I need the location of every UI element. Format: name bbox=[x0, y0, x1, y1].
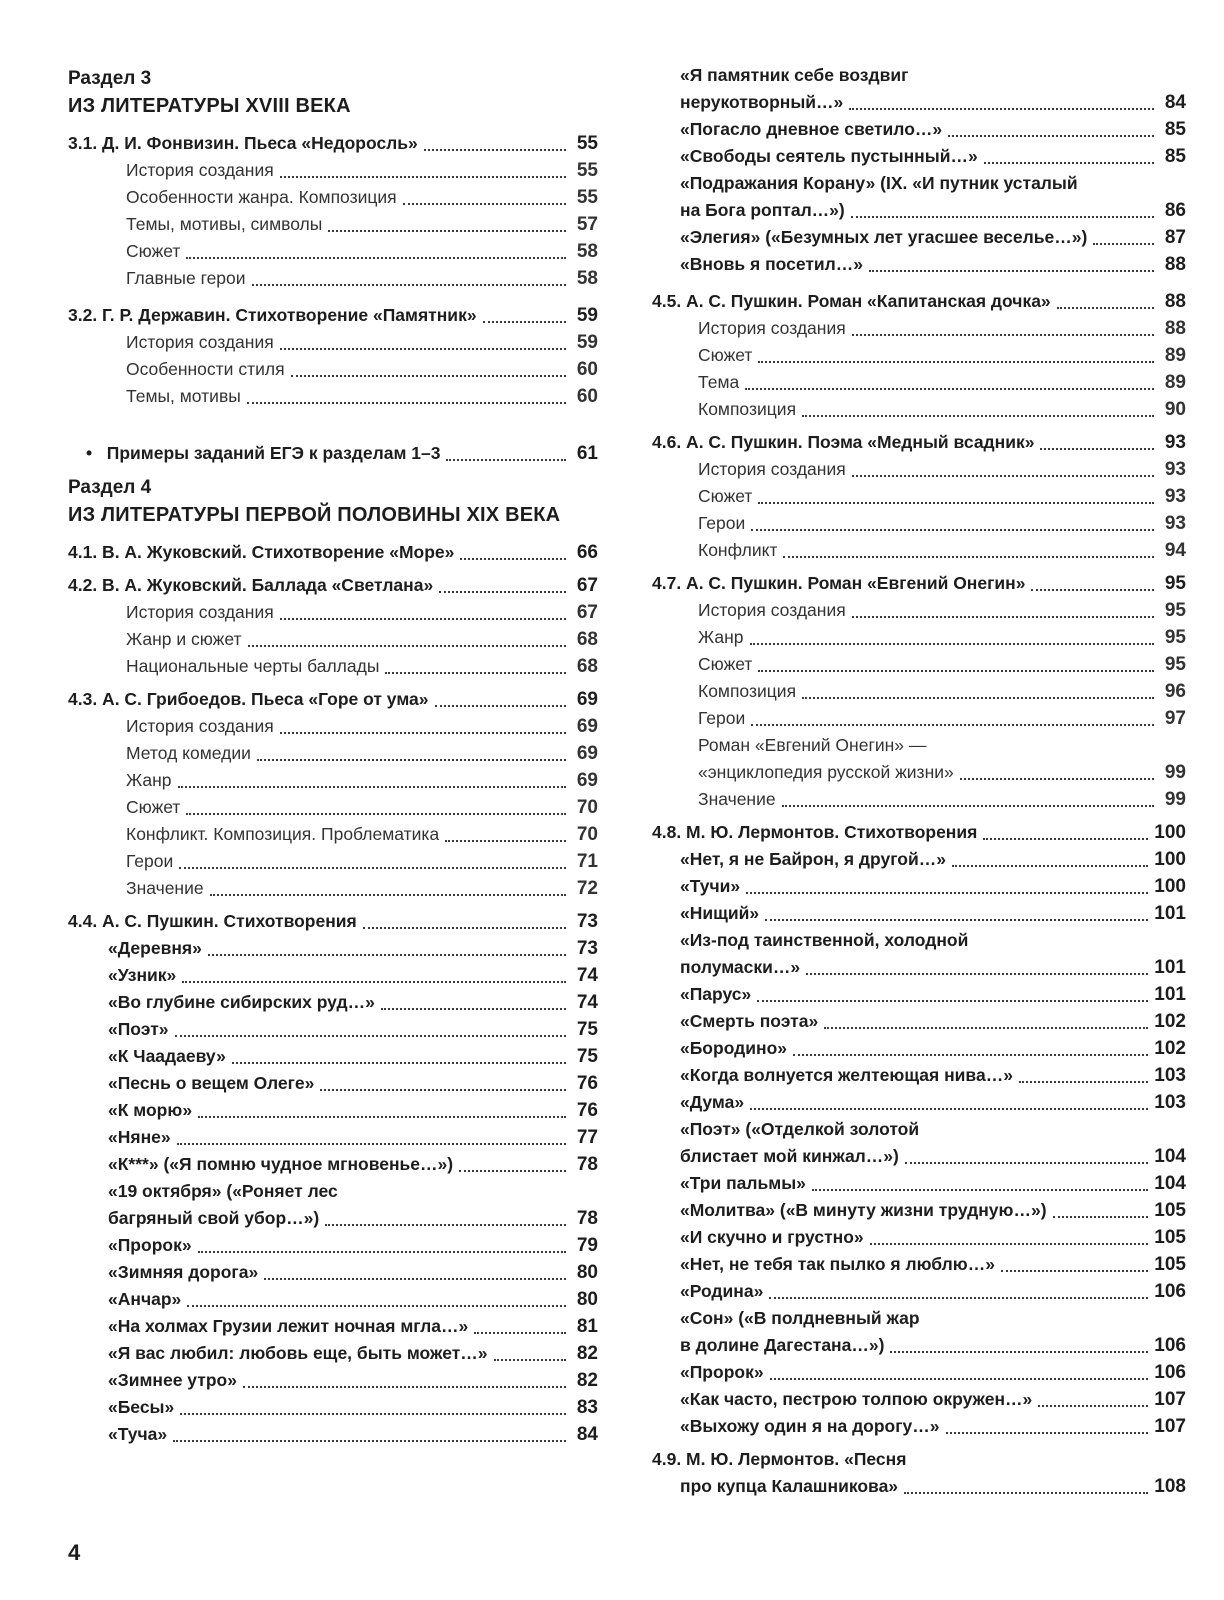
toc-subentry-title: «Вновь я посетил…» bbox=[680, 254, 864, 274]
toc-subentry[interactable] bbox=[68, 626, 598, 653]
toc-subentry-page: 105 bbox=[1154, 1254, 1186, 1275]
toc-entry-4-5[interactable]: 4.5. А. С. Пушкин. Роман «Капитанская дочка» 88 bbox=[652, 291, 1186, 312]
toc-entry-son-line1[interactable]: «Сон» («В полдневный жар bbox=[680, 1308, 920, 1328]
toc-subentry-title: Сюжет bbox=[126, 797, 181, 817]
toc-subentries-4-8-b bbox=[652, 981, 1186, 1116]
toc-subentry-page: 89 bbox=[1164, 345, 1186, 366]
toc-subentry[interactable] bbox=[68, 713, 598, 740]
toc-subentry[interactable] bbox=[68, 1097, 598, 1124]
toc-subentry[interactable] bbox=[652, 1251, 1186, 1278]
toc-entry-poet-line2[interactable]: блистает мой кинжал…») 104 bbox=[680, 1146, 1186, 1167]
toc-subentry-title: «Во глубине сибирских руд…» bbox=[108, 992, 375, 1012]
section-4-number: Раздел 4 bbox=[68, 477, 152, 498]
toc-subentry[interactable] bbox=[68, 1016, 598, 1043]
toc-entry-4-1[interactable]: 4.1. В. А. Жуковский. Стихотворение «Море» 66 bbox=[68, 542, 598, 563]
toc-subentry-page: 107 bbox=[1154, 1389, 1186, 1410]
toc-subentry-page: 72 bbox=[576, 878, 598, 899]
toc-subentry-page: 90 bbox=[1164, 399, 1186, 420]
toc-subentry[interactable] bbox=[652, 1386, 1186, 1413]
toc-subentry[interactable] bbox=[68, 1340, 598, 1367]
toc-subentry-title: Особенности стиля bbox=[126, 359, 285, 379]
toc-subentry-title: Особенности жанра. Композиция bbox=[126, 187, 397, 207]
toc-subentry-title: «Погасло дневное светило…» bbox=[680, 119, 943, 139]
toc-subentry-title: «Тучи» bbox=[680, 876, 741, 896]
toc-subentries-3-2 bbox=[68, 329, 598, 410]
toc-subentry-title: «Пророк» bbox=[108, 1235, 192, 1255]
toc-subentry-page: 82 bbox=[576, 1370, 598, 1391]
toc-subentry-title: «Туча» bbox=[108, 1424, 168, 1444]
toc-subentry-page: 58 bbox=[576, 268, 598, 289]
toc-subentry-page: 73 bbox=[576, 938, 598, 959]
toc-subentry[interactable] bbox=[652, 624, 1186, 651]
toc-entry-4-9-line1[interactable]: 4.9. М. Ю. Лермонтов. «Песня bbox=[652, 1449, 907, 1469]
toc-subentries-4-8-a bbox=[652, 846, 1186, 927]
toc-subentry-title: «Зимняя дорога» bbox=[108, 1262, 259, 1282]
toc-subentry-page: 94 bbox=[1164, 540, 1186, 561]
toc-subentry[interactable] bbox=[652, 456, 1186, 483]
toc-subentries-4-4-b bbox=[68, 1232, 598, 1448]
toc-entry-4-6[interactable]: 4.6. А. С. Пушкин. Поэма «Медный всадник» 93 bbox=[652, 432, 1186, 453]
toc-subentry-page: 68 bbox=[576, 629, 598, 650]
toc-entry-19-october-line2[interactable]: багряный свой убор…») 78 bbox=[108, 1208, 598, 1229]
toc-subentry-page: 95 bbox=[1164, 600, 1186, 621]
toc-subentry[interactable] bbox=[68, 184, 598, 211]
toc-subentry[interactable] bbox=[68, 848, 598, 875]
toc-subentries-4-5 bbox=[652, 315, 1186, 423]
toc-subentry-title: «И скучно и грустно» bbox=[680, 1227, 864, 1247]
toc-entry-4-2[interactable]: 4.2. В. А. Жуковский. Баллада «Светлана» 67 bbox=[68, 575, 598, 596]
toc-subentry-title: «Свободы сеятель пустынный…» bbox=[680, 146, 978, 166]
toc-subentry[interactable] bbox=[652, 537, 1186, 564]
toc-subentry[interactable] bbox=[652, 396, 1186, 423]
toc-subentry-title: Жанр bbox=[698, 627, 744, 647]
toc-subentry-page: 76 bbox=[576, 1073, 598, 1094]
toc-subentry-title: Жанр и сюжет bbox=[126, 629, 242, 649]
toc-entry-pamyatnik-line2[interactable]: нерукотворный…» 84 bbox=[680, 92, 1186, 113]
toc-subentry[interactable] bbox=[68, 1259, 598, 1286]
toc-subentry-title: Сюжет bbox=[698, 486, 753, 506]
toc-subentry[interactable] bbox=[68, 821, 598, 848]
toc-subentry[interactable] bbox=[68, 599, 598, 626]
toc-subentry-title: «Нет, не тебя так пылко я люблю…» bbox=[680, 1254, 995, 1274]
toc-subentry[interactable] bbox=[68, 794, 598, 821]
toc-subentries-4-8-c bbox=[652, 1170, 1186, 1305]
toc-subentry-title: Темы, мотивы bbox=[126, 386, 241, 406]
toc-subentry[interactable] bbox=[68, 383, 598, 410]
toc-subentry-title: «Как часто, пестрою толпою окружен…» bbox=[680, 1389, 1033, 1409]
toc-subentry-page: 101 bbox=[1154, 984, 1186, 1005]
toc-subentry-title: «Анчар» bbox=[108, 1289, 182, 1309]
toc-subentry-title: История создания bbox=[126, 602, 274, 622]
toc-subentry-page: 107 bbox=[1154, 1416, 1186, 1437]
toc-subentry-title: «Смерть поэта» bbox=[680, 1011, 819, 1031]
toc-subentry[interactable] bbox=[652, 1008, 1186, 1035]
toc-entry-son-line2[interactable]: в долине Дагестана…») 106 bbox=[680, 1335, 1186, 1356]
toc-subentry-title: Композиция bbox=[698, 681, 797, 701]
toc-subentry-page: 60 bbox=[576, 386, 598, 407]
toc-subentry[interactable] bbox=[68, 1421, 598, 1448]
toc-subentry[interactable] bbox=[68, 653, 598, 680]
toc-subentry[interactable] bbox=[652, 705, 1186, 732]
toc-subentry-page: 102 bbox=[1154, 1011, 1186, 1032]
toc-subentry-page: 70 bbox=[576, 824, 598, 845]
toc-subentry-page: 88 bbox=[1164, 254, 1186, 275]
toc-subentry-page: 74 bbox=[576, 965, 598, 986]
toc-subentry-title: «Нет, я не Байрон, я другой…» bbox=[680, 849, 946, 869]
toc-subentry-page: 70 bbox=[576, 797, 598, 818]
toc-subentry-page: 105 bbox=[1154, 1227, 1186, 1248]
toc-subentry-page: 97 bbox=[1164, 708, 1186, 729]
toc-subentries-3-1 bbox=[68, 157, 598, 292]
toc-subentry-title: «Бородино» bbox=[680, 1038, 788, 1058]
toc-subentry-page: 81 bbox=[576, 1316, 598, 1337]
toc-subentry-title: Герои bbox=[698, 708, 746, 728]
toc-subentry-page: 67 bbox=[576, 602, 598, 623]
toc-subentry-title: «Когда волнуется желтеющая нива…» bbox=[680, 1065, 1013, 1085]
toc-subentry-page: 75 bbox=[576, 1046, 598, 1067]
toc-subentry[interactable] bbox=[652, 1170, 1186, 1197]
toc-subentry-page: 106 bbox=[1154, 1281, 1186, 1302]
toc-subentry[interactable] bbox=[68, 1124, 598, 1151]
toc-subentry-title: Сюжет bbox=[698, 345, 753, 365]
toc-subentry-title: Сюжет bbox=[698, 654, 753, 674]
toc-subentry-page: 84 bbox=[576, 1424, 598, 1445]
toc-subentry-page: 93 bbox=[1164, 486, 1186, 507]
toc-subentry-title: «Выхожу один я на дорогу…» bbox=[680, 1416, 940, 1436]
toc-subentry-title: «На холмах Грузии лежит ночная мгла…» bbox=[108, 1316, 469, 1336]
toc-subentry-page: 103 bbox=[1154, 1092, 1186, 1113]
toc-subentry-title: «Пророк» bbox=[680, 1362, 764, 1382]
toc-subentries-right-a bbox=[652, 116, 1186, 170]
toc-subentry-page: 82 bbox=[576, 1343, 598, 1364]
toc-subentry[interactable] bbox=[68, 875, 598, 902]
toc-subentry-title: «Поэт» bbox=[108, 1019, 169, 1039]
toc-subentry-title: «Дума» bbox=[680, 1092, 745, 1112]
toc-subentry[interactable] bbox=[652, 597, 1186, 624]
toc-subentry[interactable] bbox=[652, 1035, 1186, 1062]
toc-subentry[interactable] bbox=[652, 1278, 1186, 1305]
toc-subentry-title: «К***» («Я помню чудное мгновенье…») bbox=[108, 1154, 454, 1174]
toc-subentries-4-7 bbox=[652, 597, 1186, 732]
toc-entry-koran-line2[interactable]: на Бога роптал…») 86 bbox=[680, 200, 1186, 221]
toc-subentry-page: 93 bbox=[1164, 459, 1186, 480]
toc-entry-4-9-line2[interactable]: про купца Калашникова» 108 bbox=[680, 1476, 1186, 1497]
toc-subentry[interactable] bbox=[652, 116, 1186, 143]
toc-subentry[interactable] bbox=[652, 315, 1186, 342]
bullet-icon: • bbox=[86, 443, 93, 463]
toc-subentry[interactable] bbox=[68, 1394, 598, 1421]
toc-subentry-page: 87 bbox=[1164, 227, 1186, 248]
toc-subentry[interactable] bbox=[652, 251, 1186, 278]
toc-entry-3-1[interactable]: 3.1. Д. И. Фонвизин. Пьеса «Недоросль» 55 bbox=[68, 133, 598, 154]
toc-subentry[interactable] bbox=[68, 1151, 598, 1178]
toc-subentry-title: «Деревня» bbox=[108, 938, 202, 958]
toc-subentry-page: 105 bbox=[1154, 1200, 1186, 1221]
toc-subentry[interactable] bbox=[68, 1286, 598, 1313]
toc-subentry-title: «Песнь о вещем Олеге» bbox=[108, 1073, 315, 1093]
toc-subentry-page: 80 bbox=[576, 1262, 598, 1283]
toc-subentry[interactable] bbox=[68, 356, 598, 383]
toc-entry-19-october-line1[interactable]: «19 октября» («Роняет лес bbox=[108, 1181, 338, 1201]
toc-subentry-page: 71 bbox=[576, 851, 598, 872]
toc-subentry-title: «Элегия» («Безумных лет угасшее веселье…») bbox=[680, 227, 1088, 247]
toc-subentry-title: «Три пальмы» bbox=[680, 1173, 806, 1193]
toc-subentry-page: 95 bbox=[1164, 627, 1186, 648]
toc-subentry-title: «Зимнее утро» bbox=[108, 1370, 237, 1390]
toc-subentry-page: 102 bbox=[1154, 1038, 1186, 1059]
toc-subentry-title: «Родина» bbox=[680, 1281, 764, 1301]
toc-subentries-4-4-a bbox=[68, 935, 598, 1178]
toc-entry-encyclopedia-line1[interactable]: Роман «Евгений Онегин» — bbox=[698, 735, 927, 755]
toc-subentry-title: «Узник» bbox=[108, 965, 177, 985]
toc-subentry[interactable] bbox=[652, 1359, 1186, 1386]
toc-subentry-page: 74 bbox=[576, 992, 598, 1013]
toc-subentry[interactable] bbox=[68, 962, 598, 989]
toc-entry-exam-examples[interactable]: • Примеры заданий ЕГЭ к разделам 1–3 61 bbox=[86, 443, 598, 464]
toc-subentry-title: Конфликт bbox=[698, 540, 778, 560]
toc-right-column bbox=[652, 62, 1186, 1500]
toc-subentry-page: 55 bbox=[576, 187, 598, 208]
toc-subentry-page: 106 bbox=[1154, 1362, 1186, 1383]
toc-subentry-page: 103 bbox=[1154, 1065, 1186, 1086]
toc-subentry[interactable] bbox=[652, 1197, 1186, 1224]
toc-subentry[interactable] bbox=[68, 157, 598, 184]
toc-subentry-title: «Няне» bbox=[108, 1127, 171, 1147]
toc-entry-4-8[interactable]: 4.8. М. Ю. Лермонтов. Стихотворения 100 bbox=[652, 822, 1186, 843]
toc-subentry[interactable] bbox=[68, 1367, 598, 1394]
toc-subentry-page: 104 bbox=[1154, 1173, 1186, 1194]
toc-subentry-page: 88 bbox=[1164, 318, 1186, 339]
toc-subentry-title: Конфликт. Композиция. Проблематика bbox=[126, 824, 440, 844]
toc-subentry-title: Композиция bbox=[698, 399, 797, 419]
toc-subentry-title: «К морю» bbox=[108, 1100, 193, 1120]
toc-subentry-page: 95 bbox=[1164, 654, 1186, 675]
toc-entry-mask-line1[interactable]: «Из-под таинственной, холодной bbox=[680, 930, 969, 950]
toc-subentry-page: 101 bbox=[1154, 903, 1186, 924]
toc-subentry-page: 75 bbox=[576, 1019, 598, 1040]
toc-subentries-4-2 bbox=[68, 599, 598, 680]
toc-subentry[interactable] bbox=[652, 510, 1186, 537]
toc-subentry-title: Национальные черты баллады bbox=[126, 656, 380, 676]
toc-subentry-page: 100 bbox=[1154, 876, 1186, 897]
toc-subentry-title: История создания bbox=[126, 716, 274, 736]
toc-subentry-title: Значение bbox=[126, 878, 204, 898]
toc-subentry-page: 76 bbox=[576, 1100, 598, 1121]
toc-subentry-page: 79 bbox=[576, 1235, 598, 1256]
toc-subentry-page: 80 bbox=[576, 1289, 598, 1310]
toc-subentry[interactable] bbox=[652, 224, 1186, 251]
toc-subentry-page: 69 bbox=[576, 770, 598, 791]
toc-subentry-page: 85 bbox=[1164, 146, 1186, 167]
toc-subentry[interactable] bbox=[652, 1062, 1186, 1089]
toc-subentry[interactable] bbox=[652, 651, 1186, 678]
toc-entry-mask-line2[interactable]: полумаски…» 101 bbox=[680, 957, 1186, 978]
toc-subentry-page: 69 bbox=[576, 716, 598, 737]
toc-subentry-title: «Парус» bbox=[680, 984, 752, 1004]
toc-subentry-title: Тема bbox=[698, 372, 740, 392]
toc-subentry-page: 96 bbox=[1164, 681, 1186, 702]
toc-subentry[interactable] bbox=[652, 981, 1186, 1008]
toc-entry-3-2[interactable]: 3.2. Г. Р. Державин. Стихотворение «Памятник» 59 bbox=[68, 305, 598, 326]
toc-subentry[interactable] bbox=[68, 767, 598, 794]
toc-subentry-title: Сюжет bbox=[126, 241, 181, 261]
toc-subentry-page: 58 bbox=[576, 241, 598, 262]
toc-subentry-title: Темы, мотивы, символы bbox=[126, 214, 323, 234]
toc-subentry-title: «К Чаадаеву» bbox=[108, 1046, 226, 1066]
toc-subentry[interactable] bbox=[652, 846, 1186, 873]
toc-subentry-title: «Я вас любил: любовь еще, быть может…» bbox=[108, 1343, 488, 1363]
toc-subentry-title: История создания bbox=[698, 459, 846, 479]
toc-subentry[interactable] bbox=[68, 989, 598, 1016]
toc-left-column bbox=[68, 62, 598, 1448]
toc-subentry[interactable] bbox=[68, 1070, 598, 1097]
section-4-title: ИЗ ЛИТЕРАТУРЫ ПЕРВОЙ ПОЛОВИНЫ XIX ВЕКА bbox=[68, 504, 561, 526]
toc-subentry-page: 57 bbox=[576, 214, 598, 235]
toc-entry-poet-line1[interactable]: «Поэт» («Отделкой золотой bbox=[680, 1119, 920, 1139]
toc-subentry-page: 69 bbox=[576, 743, 598, 764]
toc-subentry-page: 68 bbox=[576, 656, 598, 677]
toc-subentry[interactable] bbox=[68, 740, 598, 767]
section-3-title: ИЗ ЛИТЕРАТУРЫ XVIII ВЕКА bbox=[68, 95, 351, 117]
toc-subentry-page: 60 bbox=[576, 359, 598, 380]
toc-subentry-page: 93 bbox=[1164, 513, 1186, 534]
toc-entry-4-7-significance[interactable]: Значение 99 bbox=[698, 789, 1186, 810]
toc-entry-4-3[interactable]: 4.3. А. С. Грибоедов. Пьеса «Горе от ума» 69 bbox=[68, 689, 598, 710]
toc-subentry-title: «Молитва» («В минуту жизни трудную…») bbox=[680, 1200, 1047, 1220]
toc-subentry-title: «Нищий» bbox=[680, 903, 760, 923]
page-number: 4 bbox=[68, 1540, 81, 1565]
toc-subentry[interactable] bbox=[652, 1413, 1186, 1440]
toc-subentry-title: История создания bbox=[698, 600, 846, 620]
toc-subentries-4-6 bbox=[652, 456, 1186, 564]
toc-subentry-page: 78 bbox=[576, 1154, 598, 1175]
toc-subentry-title: Метод комедии bbox=[126, 743, 251, 763]
toc-subentries-right-b bbox=[652, 224, 1186, 278]
toc-subentry[interactable] bbox=[652, 873, 1186, 900]
toc-subentry-title: Жанр bbox=[126, 770, 172, 790]
toc-subentry-page: 77 bbox=[576, 1127, 598, 1148]
toc-subentry[interactable] bbox=[652, 900, 1186, 927]
toc-subentry-page: 55 bbox=[576, 160, 598, 181]
toc-subentry-title: История создания bbox=[126, 332, 274, 352]
toc-subentry[interactable] bbox=[68, 238, 598, 265]
toc-subentry-title: Герои bbox=[698, 513, 746, 533]
toc-subentry-page: 83 bbox=[576, 1397, 598, 1418]
toc-subentry-title: История создания bbox=[126, 160, 274, 180]
toc-subentry[interactable] bbox=[68, 1232, 598, 1259]
toc-subentry-page: 85 bbox=[1164, 119, 1186, 140]
toc-entry-pamyatnik-line1[interactable]: «Я памятник себе воздвиг bbox=[680, 65, 909, 85]
toc-subentry[interactable] bbox=[652, 483, 1186, 510]
toc-subentry-title: Герои bbox=[126, 851, 174, 871]
toc-entry-koran-line1[interactable]: «Подражания Корану» (IX. «И путник усталый bbox=[680, 173, 1078, 193]
toc-subentry[interactable] bbox=[652, 1224, 1186, 1251]
toc-subentry[interactable] bbox=[652, 1089, 1186, 1116]
toc-subentry[interactable] bbox=[652, 369, 1186, 396]
section-3-number: Раздел 3 bbox=[68, 68, 152, 89]
toc-subentries-4-3 bbox=[68, 713, 598, 902]
toc-subentry[interactable] bbox=[652, 143, 1186, 170]
toc-subentries-4-8-d bbox=[652, 1359, 1186, 1440]
toc-subentry[interactable] bbox=[68, 329, 598, 356]
toc-subentry-page: 100 bbox=[1154, 849, 1186, 870]
toc-subentry-page: 89 bbox=[1164, 372, 1186, 393]
toc-subentry[interactable] bbox=[68, 935, 598, 962]
toc-entry-4-4[interactable]: 4.4. А. С. Пушкин. Стихотворения 73 bbox=[68, 911, 598, 932]
toc-subentry[interactable] bbox=[68, 211, 598, 238]
toc-entry-encyclopedia-line2[interactable]: «энциклопедия русской жизни» 99 bbox=[698, 762, 1186, 783]
toc-subentry[interactable] bbox=[68, 1313, 598, 1340]
toc-subentry-title: Главные герои bbox=[126, 268, 246, 288]
toc-entry-4-7[interactable]: 4.7. А. С. Пушкин. Роман «Евгений Онегин» 95 bbox=[652, 573, 1186, 594]
toc-subentry[interactable] bbox=[68, 1043, 598, 1070]
toc-subentry-page: 59 bbox=[576, 332, 598, 353]
toc-subentry-title: «Бесы» bbox=[108, 1397, 175, 1417]
toc-subentry[interactable] bbox=[652, 678, 1186, 705]
toc-subentry[interactable] bbox=[652, 342, 1186, 369]
toc-subentry-title: История создания bbox=[698, 318, 846, 338]
toc-subentry[interactable] bbox=[68, 265, 598, 292]
